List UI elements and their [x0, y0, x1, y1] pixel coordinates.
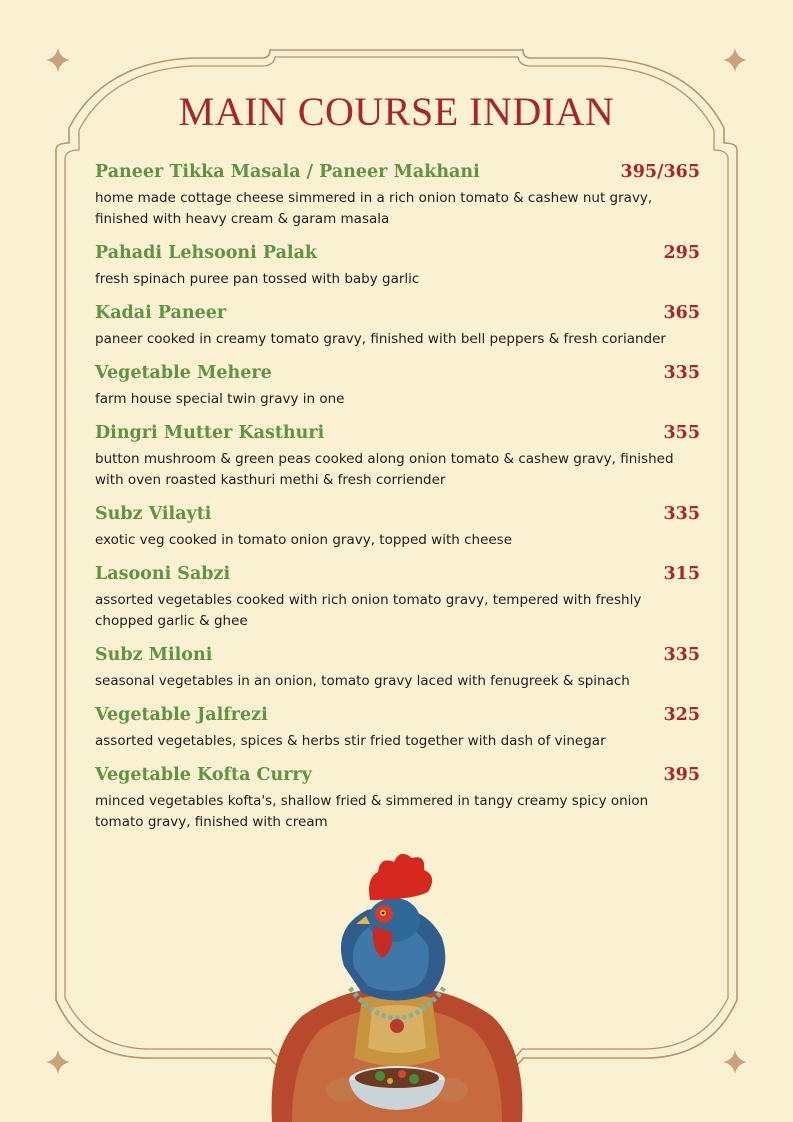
item-name: Paneer Tikka Masala / Paneer Makhani: [95, 162, 480, 182]
item-name: Pahadi Lehsooni Palak: [95, 243, 318, 263]
menu-item: [95, 423, 700, 491]
menu-item: [95, 645, 700, 692]
item-description: exotic veg cooked in tomato onion gravy, topped with cheese: [95, 532, 513, 548]
item-description: home made cottage cheese simmered in a rich onion tomato & cashew nut gravy, finished with heavy cream & garam masala: [95, 190, 653, 227]
item-price: 315: [663, 564, 700, 584]
item-price: 335: [663, 363, 700, 383]
menu-item: [95, 162, 700, 230]
menu-item: [95, 564, 700, 632]
item-price: 335: [663, 504, 700, 524]
item-price: 395: [663, 765, 700, 785]
rooster-mascot-illustration: [262, 848, 532, 1122]
menu-item: [95, 243, 700, 290]
item-name: Vegetable Mehere: [95, 363, 272, 383]
item-description: farm house special twin gravy in one: [95, 391, 345, 407]
item-description: button mushroom & green peas cooked along onion tomato & cashew gravy, finished with oven roasted kasthuri methi & fresh corriender: [95, 451, 674, 488]
page-title: MAIN COURSE INDIAN: [178, 89, 615, 134]
item-name: Vegetable Jalfrezi: [95, 705, 268, 725]
menu-item: [95, 363, 700, 410]
item-name: Kadai Paneer: [95, 303, 227, 323]
menu-list: [95, 162, 700, 846]
menu-item: [95, 765, 700, 833]
item-price: 355: [663, 423, 700, 443]
item-price: 395/365: [620, 162, 700, 182]
item-name: Subz Vilayti: [95, 504, 212, 524]
item-name: Dingri Mutter Kasthuri: [95, 423, 325, 443]
item-name: Subz Miloni: [95, 645, 213, 665]
item-description: minced vegetables kofta's, shallow fried & simmered in tangy creamy spicy onion tomato gravy, finished with cream: [95, 793, 649, 830]
item-description: paneer cooked in creamy tomato gravy, finished with bell peppers & fresh coriander: [95, 331, 666, 347]
item-name: Lasooni Sabzi: [95, 564, 231, 584]
item-description: assorted vegetables cooked with rich onion tomato gravy, tempered with freshly chopped garlic & ghee: [95, 592, 642, 629]
item-price: 335: [663, 645, 700, 665]
item-price: 295: [663, 243, 700, 263]
item-price: 325: [663, 705, 700, 725]
menu-item: [95, 504, 700, 551]
item-price: 365: [663, 303, 700, 323]
menu-item: [95, 303, 700, 350]
item-description: assorted vegetables, spices & herbs stir fried together with dash of vinegar: [95, 733, 606, 749]
menu-item: [95, 705, 700, 752]
item-name: Vegetable Kofta Curry: [95, 765, 312, 785]
item-description: fresh spinach puree pan tossed with baby garlic: [95, 271, 420, 287]
item-description: seasonal vegetables in an onion, tomato gravy laced with fenugreek & spinach: [95, 673, 630, 689]
